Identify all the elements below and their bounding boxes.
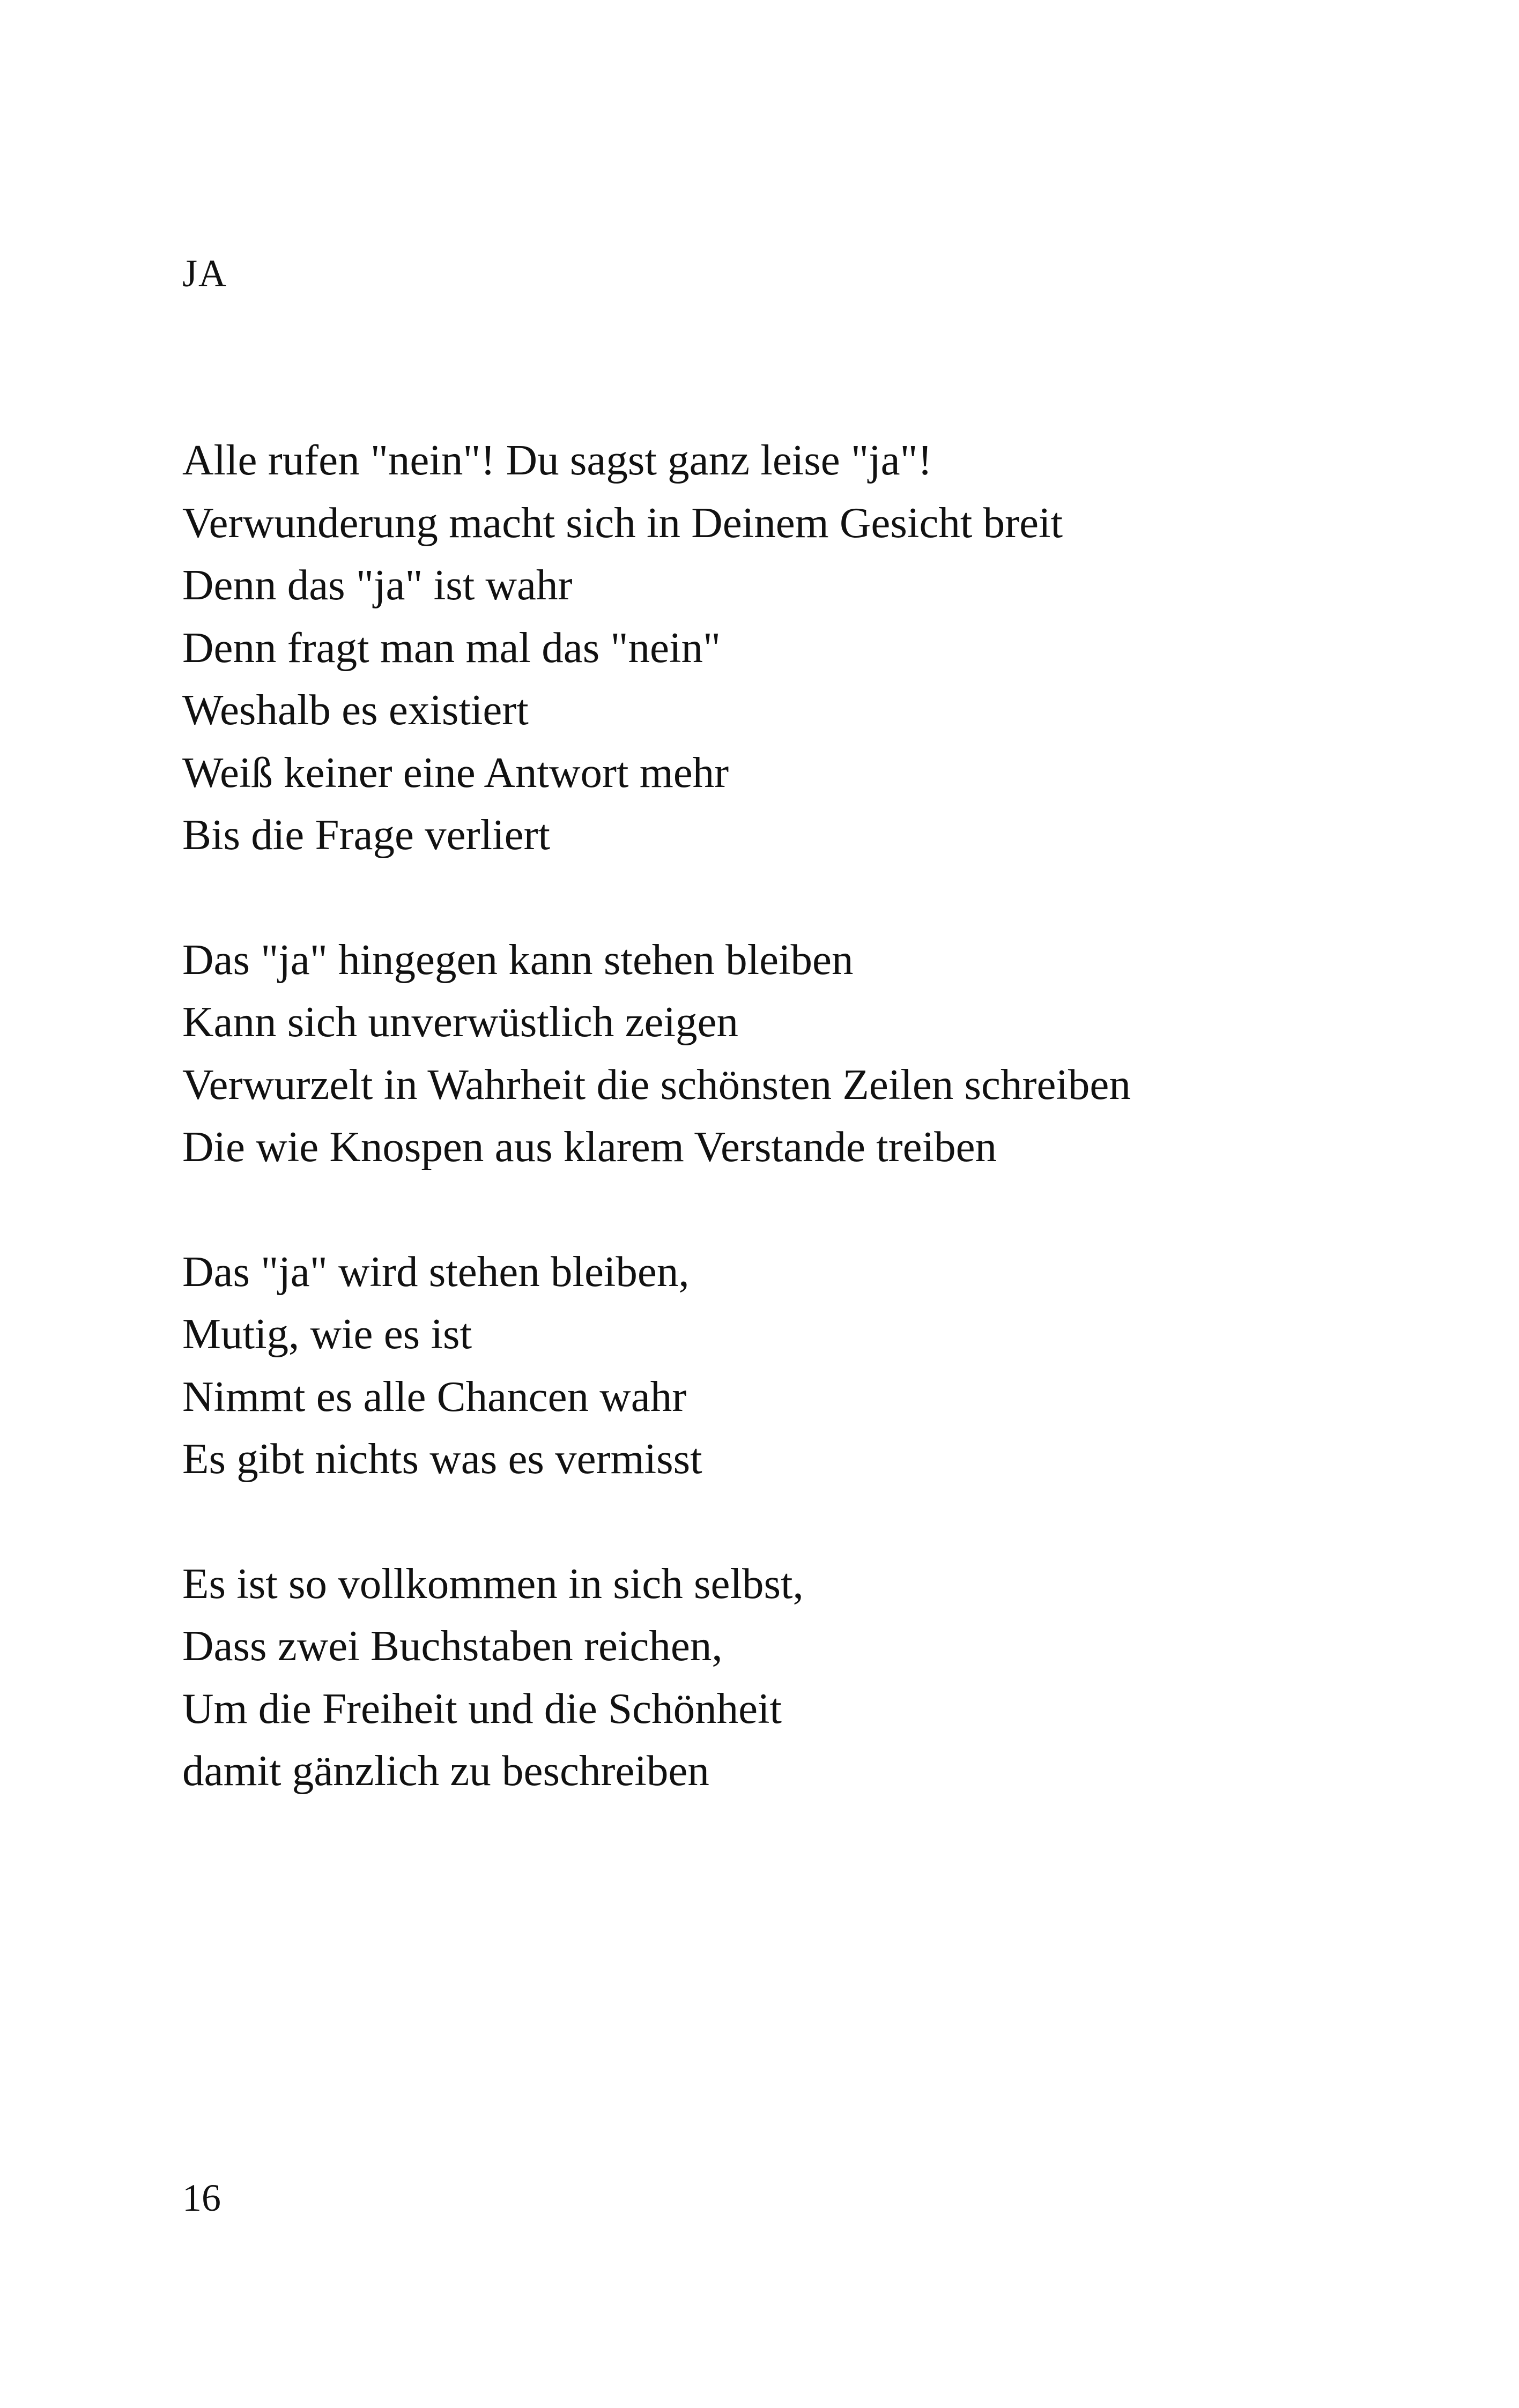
stanza-3 bbox=[182, 1240, 1131, 1490]
poem-line: damit gänzlich zu beschreiben bbox=[182, 1746, 709, 1795]
poem-line: Verwunderung macht sich in Deinem Gesicht breit bbox=[182, 498, 1063, 547]
poem-line: Dass zwei Buchstaben reichen, bbox=[182, 1622, 723, 1670]
poem-line: Nimmt es alle Chancen wahr bbox=[182, 1372, 687, 1421]
poem-line: Denn fragt man mal das "nein" bbox=[182, 623, 721, 672]
stanza-4 bbox=[182, 1552, 1131, 1802]
poem-line: Mutig, wie es ist bbox=[182, 1310, 472, 1358]
poem-line: Es gibt nichts was es vermisst bbox=[182, 1435, 702, 1483]
poem-line: Es ist so vollkommen in sich selbst, bbox=[182, 1559, 804, 1608]
poem-line: Alle rufen "nein"! Du sagst ganz leise "ja"! bbox=[182, 436, 932, 484]
poem-line: Denn das "ja" ist wahr bbox=[182, 561, 573, 609]
poem-line: Das "ja" wird stehen bleiben, bbox=[182, 1247, 690, 1296]
poem-line: Weiß keiner eine Antwort mehr bbox=[182, 748, 729, 797]
poem-line: Verwurzelt in Wahrheit die schönsten Zeilen schreiben bbox=[182, 1060, 1131, 1109]
poem-line: Kann sich unverwüstlich zeigen bbox=[182, 998, 738, 1046]
poem-title: JA bbox=[182, 252, 228, 295]
poem-body bbox=[182, 429, 1131, 1864]
poem-line: Weshalb es existiert bbox=[182, 686, 529, 734]
stanza-2 bbox=[182, 928, 1131, 1178]
poem-line: Das "ja" hingegen kann stehen bleiben bbox=[182, 935, 854, 984]
poem-line: Bis die Frage verliert bbox=[182, 811, 551, 859]
stanza-1 bbox=[182, 429, 1131, 866]
page-number: 16 bbox=[182, 2176, 221, 2219]
poem-line: Die wie Knospen aus klarem Verstande treiben bbox=[182, 1123, 997, 1171]
poem-line: Um die Freiheit und die Schönheit bbox=[182, 1684, 782, 1733]
